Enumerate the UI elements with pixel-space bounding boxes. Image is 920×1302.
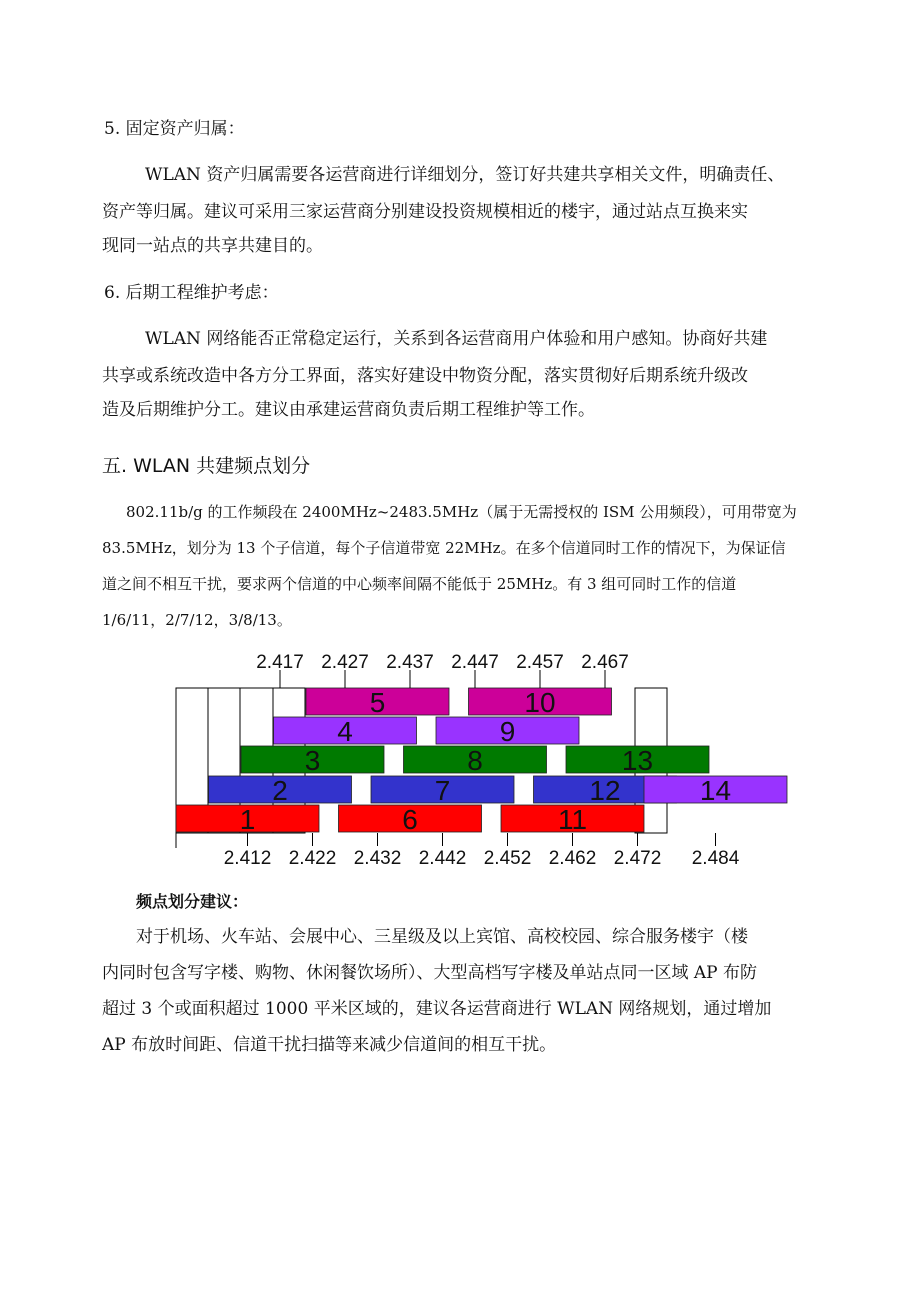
channel-label-1: 1 bbox=[239, 804, 256, 835]
intro-line: 道之间不相互干扰，要求两个信道的中心频率间隔不能低于 25MHz。有 3 组可同时工作的信道 bbox=[102, 575, 737, 593]
advice-line: 对于机场、火车站、会展中心、三星级及以上宾馆、高校校园、综合服务楼宇（楼 bbox=[136, 927, 748, 947]
channel-label-14: 14 bbox=[699, 775, 732, 806]
bottom-tick-label: 2.452 bbox=[483, 848, 532, 869]
channel-label-13: 13 bbox=[621, 745, 654, 776]
top-tick-label: 2.427 bbox=[321, 652, 369, 673]
section-6-line: 共享或系统改造中各方分工界面，落实好建设中物资分配，落实贯彻好后期系统升级改 bbox=[102, 366, 748, 386]
bottom-tick-label: 2.442 bbox=[418, 848, 467, 869]
top-tick-label: 2.447 bbox=[451, 652, 499, 673]
channel-label-11: 11 bbox=[557, 804, 588, 835]
section-6-line: WLAN 网络能否正常稳定运行，关系到各运营商用户体验和用户感知。协商好共建 bbox=[145, 329, 768, 349]
channel-label-10: 10 bbox=[524, 687, 556, 718]
channel-label-8: 8 bbox=[467, 745, 483, 776]
bottom-tick-label: 2.412 bbox=[223, 848, 272, 869]
section-5-heading: 5. 固定资产归属： bbox=[104, 119, 245, 139]
channel-label-7: 7 bbox=[434, 775, 451, 806]
channel-label-12: 12 bbox=[589, 775, 621, 806]
section-5-line: 资产等归属。建议可采用三家运营商分别建设投资规模相近的楼宇，通过站点互换来实 bbox=[102, 202, 748, 222]
advice-line: 内同时包含写字楼、购物、休闲餐饮场所）、大型高档写字楼及单站点同一区域 AP 布防 bbox=[102, 963, 758, 983]
chapter-title: 五. WLAN 共建频点划分 bbox=[102, 455, 311, 477]
advice-line: 超过 3 个或面积超过 1000 平米区域的，建议各运营商进行 WLAN 网络规划，通过增加 bbox=[102, 999, 772, 1019]
section-6-heading: 6. 后期工程维护考虑： bbox=[104, 283, 279, 303]
advice-line: AP 布放时间距、信道干扰扫描等来减少信道间的相互干扰。 bbox=[102, 1035, 557, 1055]
section-5-line: 现同一站点的共享共建目的。 bbox=[102, 236, 323, 256]
channel-label-4: 4 bbox=[337, 716, 353, 747]
bottom-tick-label: 2.432 bbox=[353, 848, 402, 869]
top-tick-label: 2.417 bbox=[256, 652, 304, 673]
top-tick-label: 2.457 bbox=[516, 652, 564, 673]
bottom-tick-label: 2.484 bbox=[691, 848, 740, 869]
intro-line: 83.5MHz，划分为 13 个子信道，每个子信道带宽 22MHz。在多个信道同时工作的情况下，为保证信 bbox=[102, 539, 786, 557]
intro-line: 802.11b/g 的工作频段在 2400MHz~2483.5MHz（属于无需授权的 ISM 公用频段），可用带宽为 bbox=[126, 503, 797, 521]
section-5-line: WLAN 资产归属需要各运营商进行详细划分，签订好共建共享相关文件，明确责任、 bbox=[145, 165, 785, 185]
channel-label-3: 3 bbox=[304, 745, 321, 776]
channel-label-6: 6 bbox=[402, 804, 418, 835]
bottom-tick-label: 2.422 bbox=[288, 848, 337, 869]
bottom-tick-label: 2.462 bbox=[548, 848, 597, 869]
channel-label-5: 5 bbox=[369, 687, 386, 718]
section-6-line: 造及后期维护分工。建议由承建运营商负责后期工程维护等工作。 bbox=[102, 400, 595, 420]
top-tick-label: 2.437 bbox=[386, 652, 434, 673]
advice-heading: 频点划分建议： bbox=[136, 892, 249, 911]
bottom-tick-label: 2.472 bbox=[613, 848, 662, 869]
intro-line: 1/6/11，2/7/12，3/8/13。 bbox=[102, 611, 292, 629]
channel-chart bbox=[170, 648, 790, 873]
top-tick-label: 2.467 bbox=[581, 652, 629, 673]
channel-label-9: 9 bbox=[499, 716, 516, 747]
channel-label-2: 2 bbox=[272, 775, 288, 806]
